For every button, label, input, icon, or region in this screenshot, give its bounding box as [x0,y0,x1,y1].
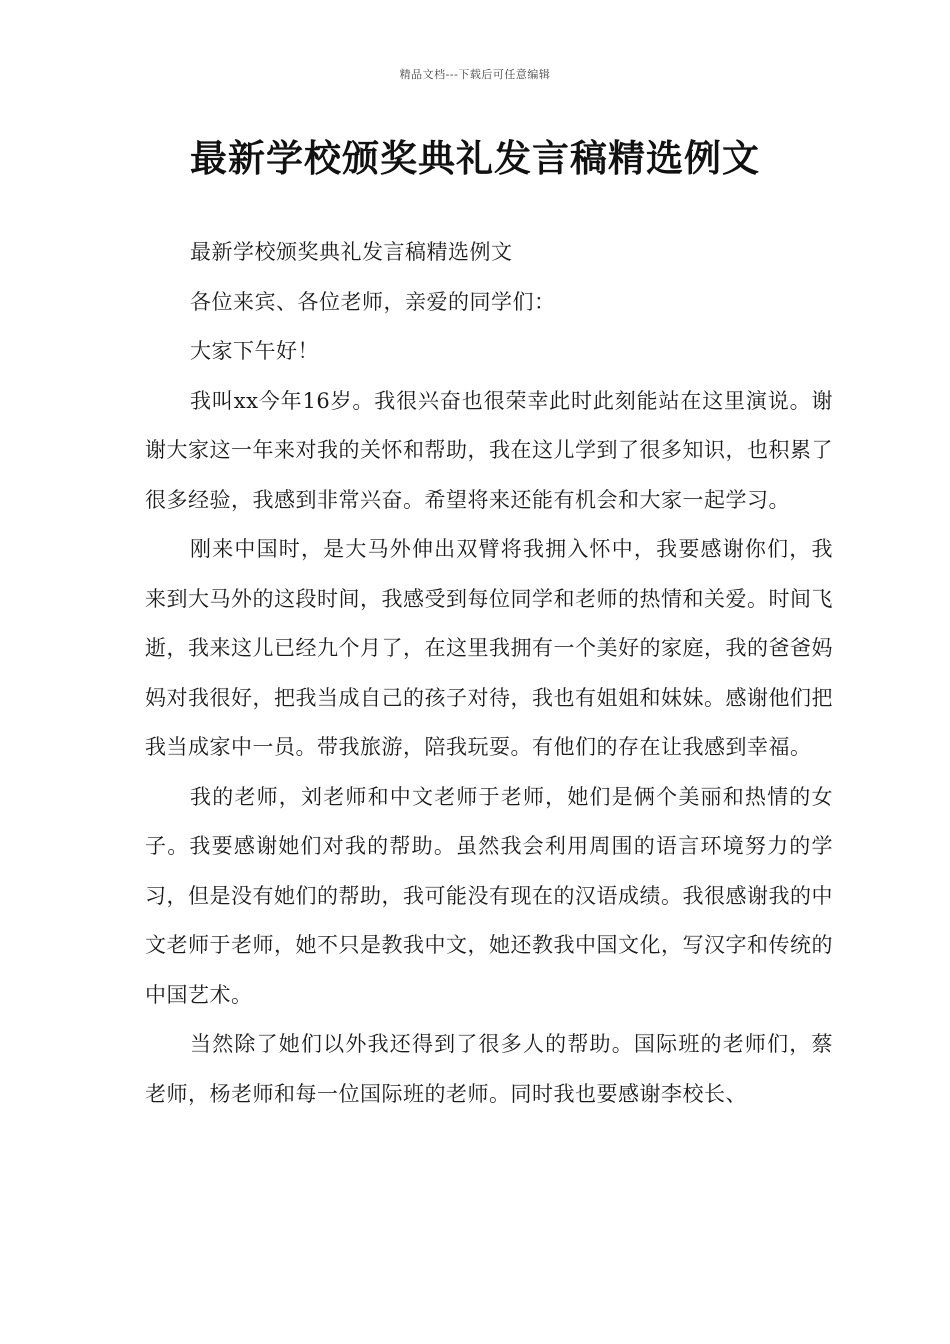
header-note: 精品文档---下载后可任意编辑 [399,68,551,81]
document-title: 最新学校颁奖典礼发言稿精选例文 [190,137,760,180]
paragraph: 刚来中国时，是大马外伸出双臂将我拥入怀中，我要感谢你们，我来到大马外的这段时间，我感受到每位同学和老师的热情和关爱。时间飞逝，我来这儿已经九个月了，在这里我拥有一个美好的家庭，我的爸爸妈妈对我很好，把我当成自己的孩子对待，我也有姐姐和妹妹。感谢他们把我当成家中一员。带我旅游，陪我玩耍。有他们的存在让我感到幸福。 [145,537,833,759]
paragraph: 我叫xx今年16岁。我很兴奋也很荣幸此时此刻能站在这里演说。谢谢大家这一年来对我的关怀和帮助，我在这儿学到了很多知识，也积累了很多经验，我感到非常兴奋。希望将来还能有机会和大家一起学习。 [145,388,833,512]
paragraph: 我的老师，刘老师和中文老师于老师，她们是俩个美丽和热情的女子。我要感谢她们对我的帮助。虽然我会利用周围的语言环境努力的学习，但是没有她们的帮助，我可能没有现在的汉语成绩。我很感谢我的中文老师于老师，她不只是教我中文，她还教我中国文化，写汉字和传统的中国艺术。 [145,784,833,1007]
paragraph: 当然除了她们以外我还得到了很多人的帮助。国际班的老师们，蔡老师，杨老师和每一位国际班的老师。同时我也要感谢李校长、 [145,1032,833,1106]
document-body [145,228,833,1119]
paragraph: 最新学校颁奖典礼发言稿精选例文 [190,240,513,264]
paragraph: 各位来宾、各位老师，亲爱的同学们： [190,289,556,314]
paragraph: 大家下午好！ [190,339,319,363]
